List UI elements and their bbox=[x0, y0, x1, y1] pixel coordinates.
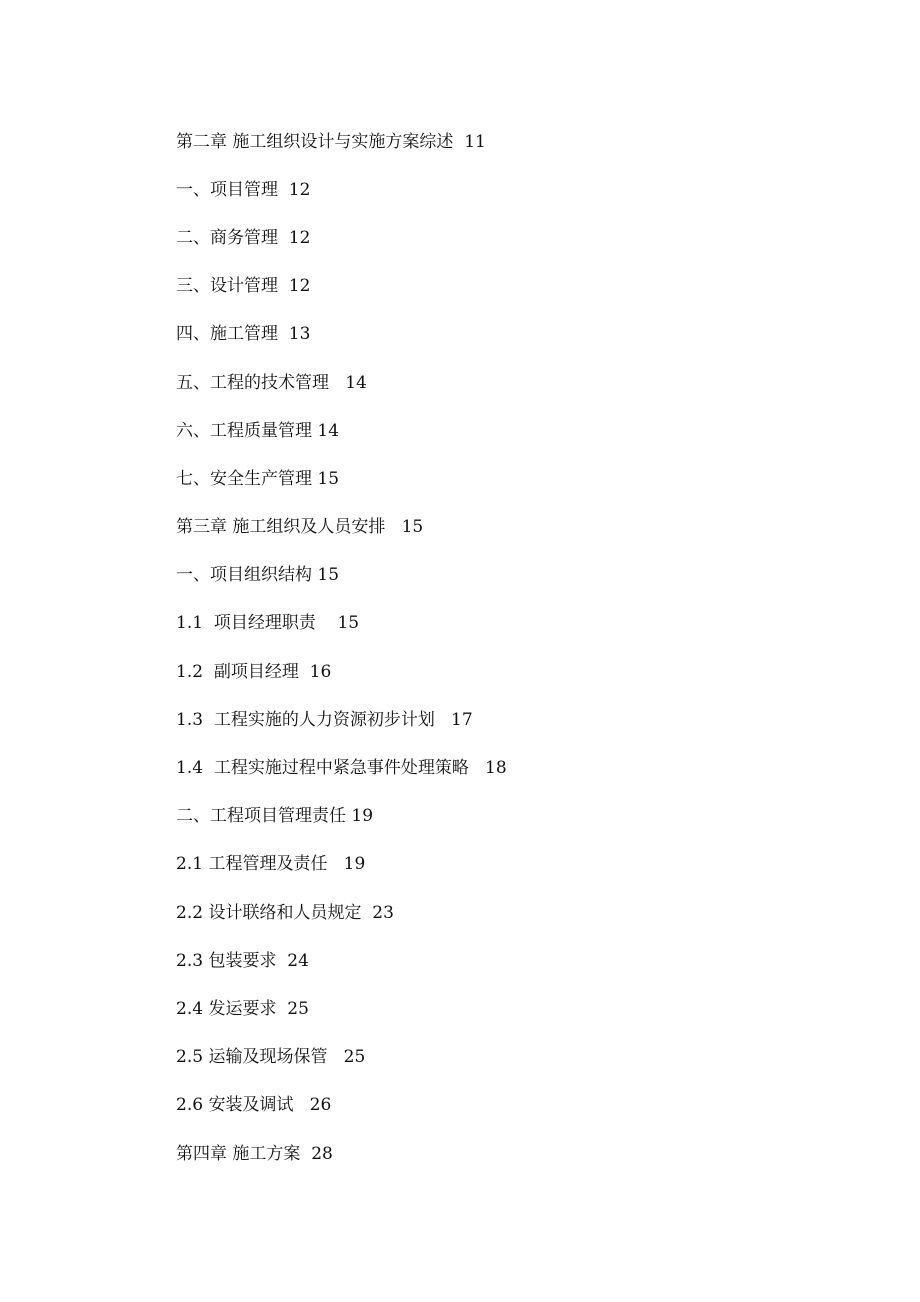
toc-entry[interactable]: 七、安全生产管理 15 bbox=[176, 468, 340, 489]
toc-entry[interactable]: 一、项目管理 12 bbox=[176, 179, 311, 200]
toc-entry[interactable]: 2.3 包装要求 24 bbox=[176, 950, 309, 971]
toc-entry[interactable]: 1.1 项目经理职责 15 bbox=[176, 613, 360, 634]
toc-entry[interactable]: 2.1 工程管理及责任 19 bbox=[176, 854, 366, 875]
toc-entry[interactable]: 1.3 工程实施的人力资源初步计划 17 bbox=[176, 709, 473, 730]
toc-entry[interactable]: 2.6 安装及调试 26 bbox=[176, 1095, 332, 1116]
table-of-contents bbox=[176, 115, 507, 1175]
toc-entry[interactable]: 六、工程质量管理 14 bbox=[176, 420, 340, 441]
toc-entry[interactable]: 四、施工管理 13 bbox=[176, 324, 311, 345]
toc-entry[interactable]: 第四章 施工方案 28 bbox=[176, 1143, 333, 1164]
toc-entry[interactable]: 1.2 副项目经理 16 bbox=[176, 661, 332, 682]
toc-entry[interactable]: 二、工程项目管理责任 19 bbox=[176, 806, 374, 827]
toc-entry[interactable]: 三、设计管理 12 bbox=[176, 276, 311, 297]
toc-entry[interactable]: 第二章 施工组织设计与实施方案综述 11 bbox=[176, 131, 486, 152]
toc-entry[interactable]: 二、商务管理 12 bbox=[176, 227, 311, 248]
toc-entry[interactable]: 一、项目组织结构 15 bbox=[176, 565, 340, 586]
toc-entry[interactable]: 2.4 发运要求 25 bbox=[176, 998, 309, 1019]
toc-entry[interactable]: 2.2 设计联络和人员规定 23 bbox=[176, 902, 394, 923]
toc-entry[interactable]: 第三章 施工组织及人员安排 15 bbox=[176, 517, 424, 538]
toc-entry[interactable]: 五、工程的技术管理 14 bbox=[176, 372, 367, 393]
toc-entry[interactable]: 2.5 运输及现场保管 25 bbox=[176, 1047, 366, 1068]
toc-entry[interactable]: 1.4 工程实施过程中紧急事件处理策略 18 bbox=[176, 758, 507, 779]
